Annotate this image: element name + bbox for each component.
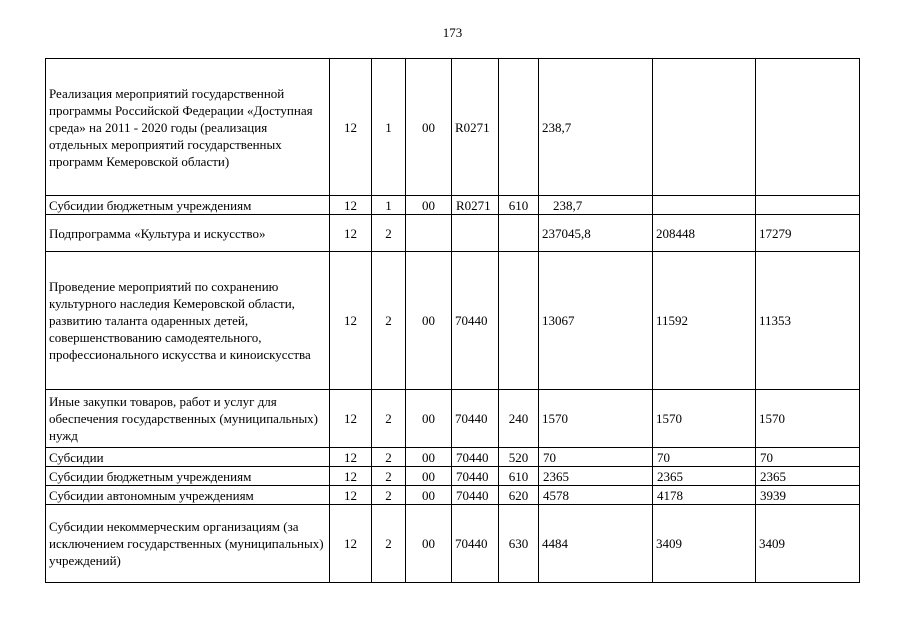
cell-subsection: 2 <box>372 252 406 390</box>
table-row <box>46 196 860 215</box>
cell-amount-1: 70 <box>539 448 653 467</box>
row-name: Подпрограмма «Культура и искусство» <box>46 215 330 252</box>
cell-subsection: 2 <box>372 215 406 252</box>
cell-subsection: 2 <box>372 467 406 486</box>
cell-section: 12 <box>330 505 372 583</box>
page-number: 173 <box>442 25 463 40</box>
cell-amount-1: 1570 <box>539 390 653 448</box>
cell-program: 00 <box>406 448 452 467</box>
row-name: Субсидии бюджетным учреждениям <box>46 196 330 215</box>
cell-amount-3 <box>756 196 860 215</box>
cell-amount-1: 13067 <box>539 252 653 390</box>
cell-amount-2: 208448 <box>653 215 756 252</box>
table-row <box>46 215 860 252</box>
cell-target: R0271 <box>452 59 499 196</box>
row-name: Субсидии <box>46 448 330 467</box>
row-name: Иные закупки товаров, работ и услуг для обеспечения государственных (муниципальных) нужд <box>46 390 330 448</box>
cell-target: 70440 <box>452 448 499 467</box>
cell-subsection: 1 <box>372 59 406 196</box>
cell-section: 12 <box>330 215 372 252</box>
cell-program: 00 <box>406 196 452 215</box>
table-row <box>46 505 860 583</box>
cell-amount-1: 238,7 <box>539 59 653 196</box>
cell-amount-1: 2365 <box>539 467 653 486</box>
cell-amount-2: 3409 <box>653 505 756 583</box>
cell-section: 12 <box>330 486 372 505</box>
cell-amount-1: 4578 <box>539 486 653 505</box>
cell-amount-3: 70 <box>756 448 860 467</box>
table-row <box>46 390 860 448</box>
table-row <box>46 59 860 196</box>
table-row <box>46 486 860 505</box>
cell-amount-2: 4178 <box>653 486 756 505</box>
cell-expense-type <box>499 252 539 390</box>
cell-expense-type: 630 <box>499 505 539 583</box>
cell-subsection: 2 <box>372 390 406 448</box>
cell-amount-2 <box>653 196 756 215</box>
cell-amount-1: 238,7 <box>539 196 653 215</box>
cell-amount-2: 70 <box>653 448 756 467</box>
cell-program: 00 <box>406 505 452 583</box>
cell-subsection: 2 <box>372 505 406 583</box>
table-row <box>46 252 860 390</box>
cell-subsection: 2 <box>372 486 406 505</box>
row-name: Субсидии некоммерческим организациям (за исключением государственных (муниципальных) учреждений) <box>46 505 330 583</box>
cell-target: 70440 <box>452 486 499 505</box>
cell-amount-3: 3939 <box>756 486 860 505</box>
cell-section: 12 <box>330 448 372 467</box>
cell-amount-3: 17279 <box>756 215 860 252</box>
cell-amount-3: 2365 <box>756 467 860 486</box>
cell-target: 70440 <box>452 467 499 486</box>
table-row <box>46 467 860 486</box>
cell-section: 12 <box>330 59 372 196</box>
cell-expense-type <box>499 59 539 196</box>
cell-section: 12 <box>330 196 372 215</box>
cell-expense-type: 240 <box>499 390 539 448</box>
cell-target <box>452 215 499 252</box>
cell-amount-1: 237045,8 <box>539 215 653 252</box>
cell-expense-type <box>499 215 539 252</box>
cell-target: 70440 <box>452 390 499 448</box>
cell-expense-type: 610 <box>499 196 539 215</box>
cell-expense-type: 520 <box>499 448 539 467</box>
budget-table <box>45 58 860 583</box>
cell-program: 00 <box>406 252 452 390</box>
cell-amount-3: 3409 <box>756 505 860 583</box>
cell-target: 70440 <box>452 252 499 390</box>
cell-program: 00 <box>406 390 452 448</box>
cell-amount-3 <box>756 59 860 196</box>
cell-amount-2 <box>653 59 756 196</box>
cell-amount-2: 1570 <box>653 390 756 448</box>
cell-program: 00 <box>406 486 452 505</box>
cell-section: 12 <box>330 252 372 390</box>
row-name: Проведение мероприятий по сохранению культурного наследия Кемеровской области, развитию таланта одаренных детей, совершенствованию самодеятельного, профессионального искусства и киноискусства <box>46 252 330 390</box>
row-name: Субсидии автономным учреждениям <box>46 486 330 505</box>
row-name: Субсидии бюджетным учреждениям <box>46 467 330 486</box>
cell-amount-3: 11353 <box>756 252 860 390</box>
cell-amount-1: 4484 <box>539 505 653 583</box>
cell-target: 70440 <box>452 505 499 583</box>
cell-section: 12 <box>330 390 372 448</box>
cell-subsection: 1 <box>372 196 406 215</box>
row-name: Реализация мероприятий государственной программы Российской Федерации «Доступная среда» на 2011 - 2020 годы (реализация отдельных мероприятий государственных программ Кемеровской области) <box>46 59 330 196</box>
cell-program: 00 <box>406 59 452 196</box>
table-row <box>46 448 860 467</box>
cell-expense-type: 620 <box>499 486 539 505</box>
cell-program <box>406 215 452 252</box>
cell-subsection: 2 <box>372 448 406 467</box>
cell-expense-type: 610 <box>499 467 539 486</box>
cell-amount-2: 2365 <box>653 467 756 486</box>
cell-amount-2: 11592 <box>653 252 756 390</box>
cell-target: R0271 <box>452 196 499 215</box>
cell-program: 00 <box>406 467 452 486</box>
cell-amount-3: 1570 <box>756 390 860 448</box>
cell-section: 12 <box>330 467 372 486</box>
